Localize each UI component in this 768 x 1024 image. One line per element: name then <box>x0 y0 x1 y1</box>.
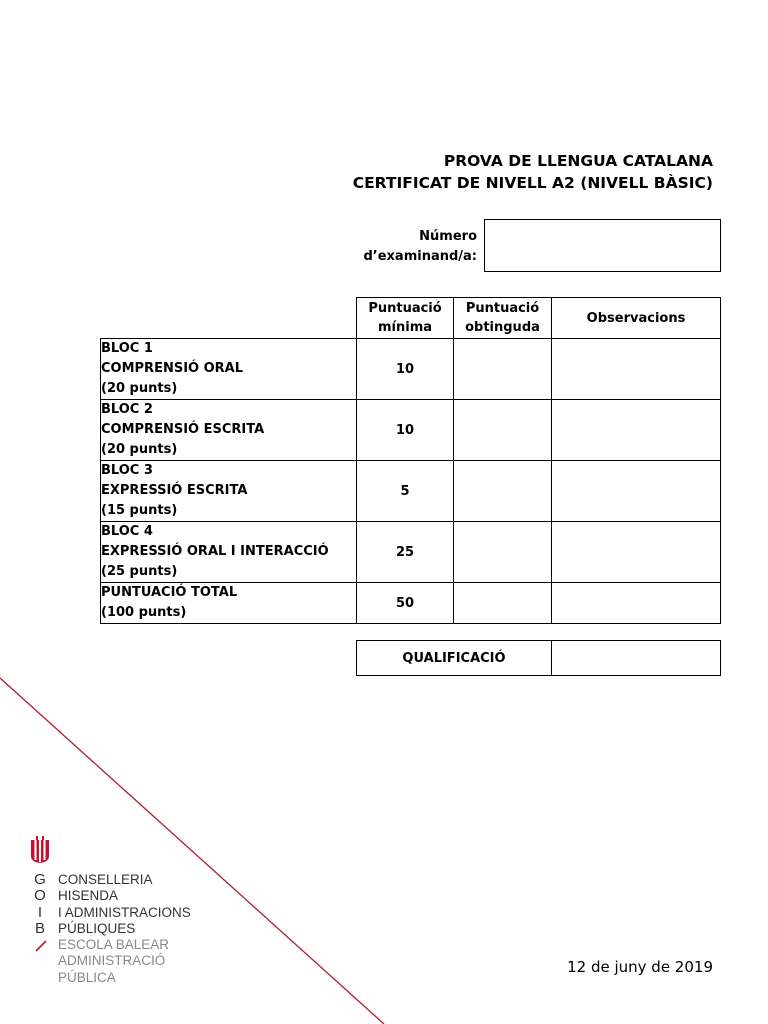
total-label <box>101 583 357 624</box>
exam-number-label-line-2: d’examinand/a: <box>363 249 477 264</box>
org-line: CONSELLERIA <box>58 872 153 887</box>
total-name: PUNTUACIÓ TOTAL <box>101 585 238 600</box>
obtained-score-cell[interactable] <box>454 461 552 522</box>
header-blank-cell <box>101 298 357 339</box>
bloc-number: BLOC 4 <box>101 524 153 539</box>
goib-letter: G <box>34 871 46 888</box>
min-score-cell: 25 <box>357 522 454 583</box>
qualification-table <box>356 640 721 676</box>
header-got-line-2: obtinguda <box>465 320 540 335</box>
min-score-cell: 10 <box>357 339 454 400</box>
total-observations-cell[interactable] <box>552 583 721 624</box>
score-table <box>100 297 721 624</box>
observations-cell[interactable] <box>552 339 721 400</box>
school-line: ESCOLA BALEAR <box>58 937 170 953</box>
row-label <box>101 461 357 522</box>
bloc-points: (20 punts) <box>101 381 178 396</box>
row-label <box>101 339 357 400</box>
goib-letter: B <box>34 919 45 937</box>
header-min-score <box>357 298 454 339</box>
obtained-score-cell[interactable] <box>454 339 552 400</box>
qualification-row <box>357 641 721 676</box>
min-score-cell: 5 <box>357 461 454 522</box>
school-line: PÚBLICA <box>58 969 116 985</box>
exam-number-label-line-1: Número <box>419 229 477 244</box>
obtained-score-cell[interactable] <box>454 522 552 583</box>
goib-slash-icon <box>34 939 48 953</box>
row-label <box>101 522 357 583</box>
table-row <box>101 400 721 461</box>
exam-number-label <box>330 227 477 267</box>
bloc-points: (25 punts) <box>101 564 178 579</box>
score-table-header <box>101 298 721 339</box>
header-obtained-score <box>454 298 552 339</box>
school-line: ADMINISTRACIÓ <box>58 953 166 969</box>
org-line: PÚBLIQUES <box>58 920 136 936</box>
exam-number-field[interactable] <box>484 219 721 272</box>
bloc-number: BLOC 2 <box>101 402 153 417</box>
bloc-points: (15 punts) <box>101 503 178 518</box>
header-got-line-1: Puntuació <box>465 301 540 316</box>
bloc-points: (20 punts) <box>101 442 178 457</box>
qualification-value[interactable] <box>552 641 721 676</box>
bloc-name: EXPRESSIÓ ORAL I INTERACCIÓ <box>101 544 329 559</box>
qualification-label: QUALIFICACIÓ <box>357 641 552 676</box>
total-obtained-cell[interactable] <box>454 583 552 624</box>
title-line-2: CERTIFICAT DE NIVELL A2 (NIVELL BÀSIC) <box>352 174 713 192</box>
org-line: I ADMINISTRACIONS <box>58 904 191 920</box>
header-observations: Observacions <box>552 298 721 339</box>
bloc-number: BLOC 3 <box>101 463 153 478</box>
document-title <box>353 150 713 194</box>
total-min-score-cell: 50 <box>357 583 454 624</box>
total-row <box>101 583 721 624</box>
row-label <box>101 400 357 461</box>
organization-name <box>58 872 191 986</box>
total-points: (100 punts) <box>101 605 187 620</box>
header-min-line-1: Puntuació <box>368 301 442 316</box>
goib-letter: I <box>37 903 43 921</box>
goib-letter: O <box>34 887 46 905</box>
bloc-name: EXPRESSIÓ ESCRITA <box>101 483 248 498</box>
min-score-cell: 10 <box>357 400 454 461</box>
bloc-name: COMPRENSIÓ ORAL <box>101 361 244 376</box>
goib-crest-icon <box>30 836 50 864</box>
observations-cell[interactable] <box>552 400 721 461</box>
table-row <box>101 522 721 583</box>
bloc-number: BLOC 1 <box>101 341 153 356</box>
goib-letters <box>30 872 50 937</box>
obtained-score-cell[interactable] <box>454 400 552 461</box>
header-min-line-2: mínima <box>377 320 433 335</box>
table-row <box>101 339 721 400</box>
observations-cell[interactable] <box>552 461 721 522</box>
table-row <box>101 461 721 522</box>
org-line: HISENDA <box>58 888 119 904</box>
title-line-1: PROVA DE LLENGUA CATALANA <box>443 152 713 170</box>
bloc-name: COMPRENSIÓ ESCRITA <box>101 422 265 437</box>
document-date: 12 de juny de 2019 <box>567 958 713 976</box>
observations-cell[interactable] <box>552 522 721 583</box>
